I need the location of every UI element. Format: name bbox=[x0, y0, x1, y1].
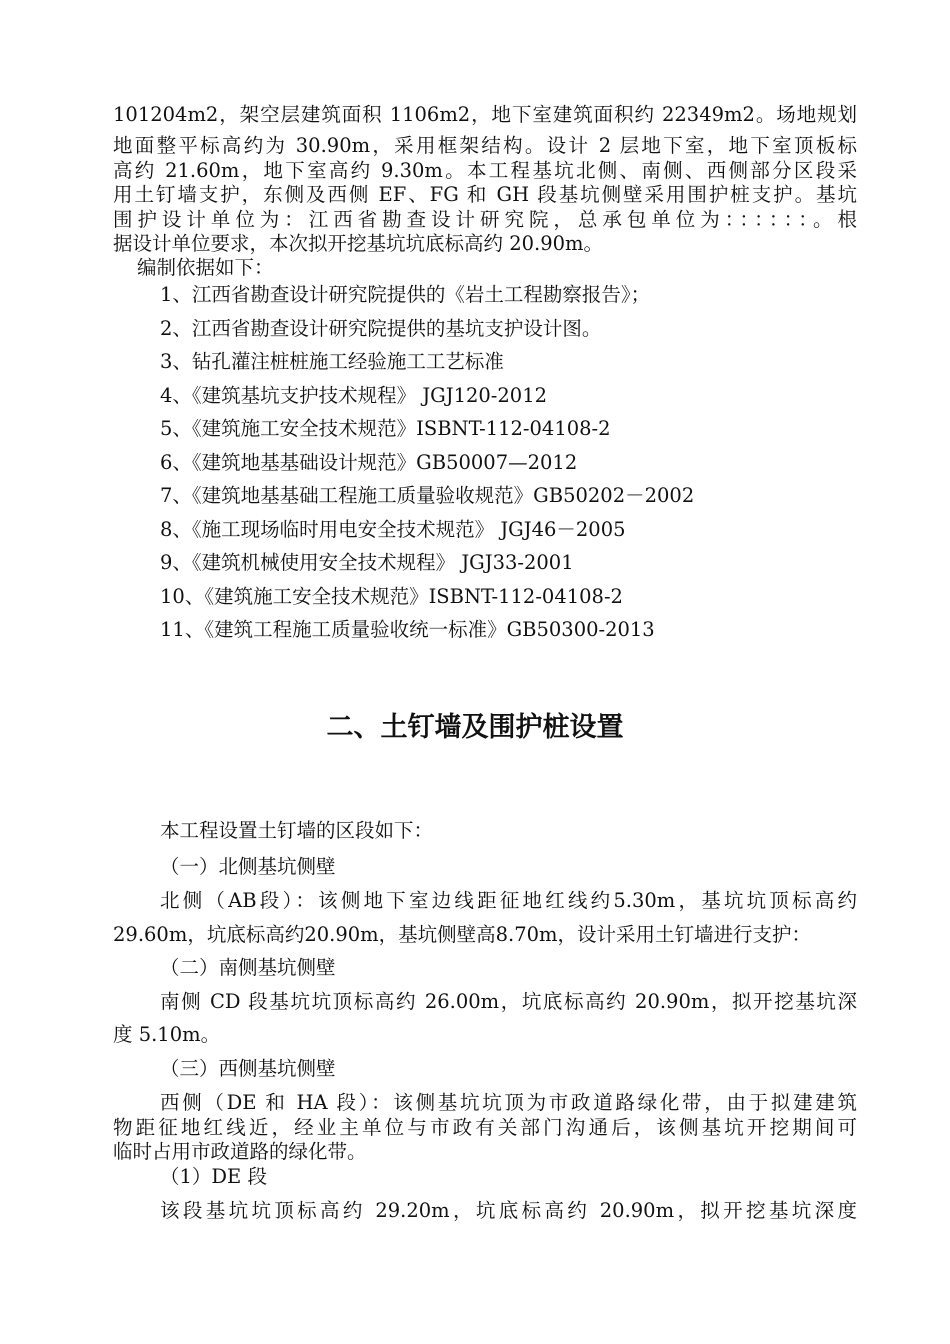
list-item: 5、《建筑施工安全技术规范》ISBNT-112-04108-2 bbox=[160, 417, 611, 440]
basis-title: 编制依据如下： bbox=[137, 256, 274, 279]
west-title: （三）西侧基坑侧壁 bbox=[160, 1057, 336, 1080]
north-line: 北侧（AB段）：该侧地下室边线距征地红线约5.30m，基坑坑顶标高约 bbox=[160, 889, 857, 912]
west-line: 临时占用市政道路的绿化带。 bbox=[113, 1140, 367, 1163]
list-item: 7、《建筑地基基础工程施工质量验收规范》GB50202－2002 bbox=[160, 484, 695, 507]
list-item: 11、《建筑工程施工质量验收统一标准》GB50300-2013 bbox=[160, 618, 655, 641]
list-item: 10、《建筑施工安全技术规范》ISBNT-112-04108-2 bbox=[160, 585, 623, 608]
intro-line: 101204m2，架空层建筑面积 1106m2，地下室建筑面积约 22349m2。场地规划 bbox=[113, 103, 857, 126]
intro-line: 据设计单位要求，本次拟开挖基坑坑底标高约 20.90m。 bbox=[113, 232, 604, 255]
list-item: 6、《建筑地基基础设计规范》GB50007—2012 bbox=[160, 451, 578, 474]
section-title: 二、土钉墙及围护桩设置 bbox=[326, 712, 624, 743]
west-line: 西侧（DE 和 HA 段）：该侧基坑坑顶为市政道路绿化带，由于拟建建筑 bbox=[160, 1091, 857, 1114]
list-item: 1、江西省勘查设计研究院提供的《岩土工程勘察报告》； bbox=[160, 283, 651, 306]
south-line: 度 5.10m。 bbox=[113, 1023, 221, 1046]
south-title: （二）南侧基坑侧壁 bbox=[160, 956, 336, 979]
intro-line: 围护设计单位为：江西省勘查设计研究院，总承包单位为：：：：：：。根 bbox=[113, 208, 857, 231]
section-intro: 本工程设置土钉墙的区段如下： bbox=[160, 819, 434, 842]
list-item: 4、《建筑基坑支护技术规程》 JGJ120-2012 bbox=[160, 384, 548, 407]
list-item: 2、江西省勘查设计研究院提供的基坑支护设计图。 bbox=[160, 317, 602, 340]
list-item: 3、钻孔灌注桩桩施工经验施工工艺标准 bbox=[160, 350, 504, 373]
list-item: 9、《建筑机械使用安全技术规程》 JGJ33-2001 bbox=[160, 551, 574, 574]
intro-line: 用土钉墙支护，东侧及西侧 EF、FG 和 GH 段基坑侧壁采用围护桩支护。基坑 bbox=[113, 183, 857, 206]
north-line: 29.60m，坑底标高约20.90m，基坑侧壁高8.70m，设计采用土钉墙进行支护： bbox=[113, 923, 812, 946]
de-line: 该段基坑坑顶标高约 29.20m，坑底标高约 20.90m，拟开挖基坑深度 bbox=[160, 1199, 857, 1222]
list-item: 8、《施工现场临时用电安全技术规范》 JGJ46－2005 bbox=[160, 518, 626, 541]
de-title: （1）DE 段 bbox=[160, 1165, 267, 1188]
intro-line: 地面整平标高约为 30.90m，采用框架结构。设计 2 层地下室，地下室顶板标 bbox=[113, 134, 857, 157]
south-line: 南侧 CD 段基坑坑顶标高约 26.00m，坑底标高约 20.90m，拟开挖基坑深 bbox=[160, 990, 857, 1013]
north-title: （一）北侧基坑侧壁 bbox=[160, 855, 336, 878]
intro-line: 高约 21.60m，地下室高约 9.30m。本工程基坑北侧、南侧、西侧部分区段采 bbox=[113, 159, 857, 182]
west-line: 物距征地红线近，经业主单位与市政有关部门沟通后，该侧基坑开挖期间可 bbox=[113, 1116, 857, 1139]
